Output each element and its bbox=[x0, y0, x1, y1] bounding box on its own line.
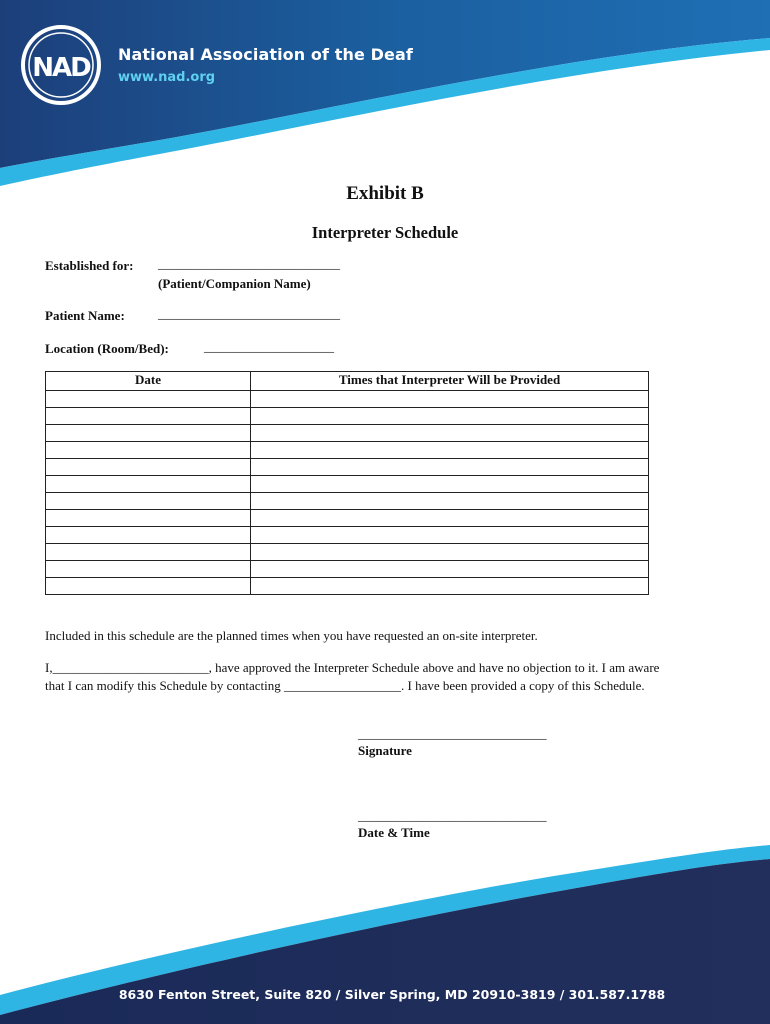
date-cell[interactable] bbox=[46, 391, 251, 408]
table-row bbox=[46, 493, 649, 510]
table-row bbox=[46, 510, 649, 527]
svg-text:NAD: NAD bbox=[32, 53, 90, 83]
table-row bbox=[46, 561, 649, 578]
table-header-row bbox=[46, 372, 649, 391]
date-cell[interactable] bbox=[46, 459, 251, 476]
date-cell[interactable] bbox=[46, 442, 251, 459]
established-label: Established for: bbox=[45, 258, 134, 273]
org-url[interactable]: www.nad.org bbox=[118, 70, 216, 85]
table-row bbox=[46, 476, 649, 493]
table-row bbox=[46, 442, 649, 459]
times-cell[interactable] bbox=[251, 561, 649, 578]
date-cell[interactable] bbox=[46, 510, 251, 527]
approval-line-2: that I can modify this Schedule by contacting __________________. I have been provided a copy of this Schedule. bbox=[45, 678, 645, 693]
table-row bbox=[46, 544, 649, 561]
times-cell[interactable] bbox=[251, 493, 649, 510]
page-subtitle: Interpreter Schedule bbox=[311, 223, 459, 242]
org-name: National Association of the Deaf bbox=[118, 45, 413, 64]
date-cell[interactable] bbox=[46, 476, 251, 493]
times-cell[interactable] bbox=[251, 578, 649, 595]
table-row bbox=[46, 425, 649, 442]
times-cell[interactable] bbox=[251, 476, 649, 493]
established-blank[interactable]: ____________________________ bbox=[158, 256, 340, 271]
times-cell[interactable] bbox=[251, 544, 649, 561]
datetime-blank[interactable]: _____________________________ bbox=[358, 808, 547, 823]
included-text: Included in this schedule are the planned times when you have requested an on-site interpreter. bbox=[45, 628, 538, 643]
times-cell[interactable] bbox=[251, 527, 649, 544]
signature-label: Signature bbox=[358, 743, 412, 758]
date-cell[interactable] bbox=[46, 561, 251, 578]
times-cell[interactable] bbox=[251, 459, 649, 476]
table-row bbox=[46, 459, 649, 476]
times-cell[interactable] bbox=[251, 510, 649, 527]
patient-name-blank[interactable]: ____________________________ bbox=[158, 306, 340, 321]
established-caption: (Patient/Companion Name) bbox=[158, 276, 311, 291]
nad-logo bbox=[20, 24, 102, 106]
column-header-date: Date bbox=[46, 372, 251, 391]
header-banner bbox=[0, 0, 770, 200]
date-cell[interactable] bbox=[46, 544, 251, 561]
table-row bbox=[46, 391, 649, 408]
column-header-times: Times that Interpreter Will be Provided bbox=[251, 372, 649, 391]
table-row bbox=[46, 578, 649, 595]
location-label: Location (Room/Bed): bbox=[45, 341, 169, 356]
table-row bbox=[46, 408, 649, 425]
patient-name-label: Patient Name: bbox=[45, 308, 125, 323]
times-cell[interactable] bbox=[251, 408, 649, 425]
table-row bbox=[46, 527, 649, 544]
signature-blank[interactable]: _____________________________ bbox=[358, 726, 547, 741]
approval-line-1: I,________________________, have approved the Interpreter Schedule above and have no objection to it. I am aware bbox=[45, 660, 660, 675]
location-blank[interactable]: ____________________ bbox=[204, 339, 334, 354]
times-cell[interactable] bbox=[251, 425, 649, 442]
datetime-label: Date & Time bbox=[358, 825, 430, 840]
footer-address: 8630 Fenton Street, Suite 820 / Silver Spring, MD 20910-3819 / 301.587.1788 bbox=[118, 987, 666, 1002]
date-cell[interactable] bbox=[46, 578, 251, 595]
date-cell[interactable] bbox=[46, 493, 251, 510]
times-cell[interactable] bbox=[251, 442, 649, 459]
date-cell[interactable] bbox=[46, 408, 251, 425]
date-cell[interactable] bbox=[46, 425, 251, 442]
date-cell[interactable] bbox=[46, 527, 251, 544]
times-cell[interactable] bbox=[251, 391, 649, 408]
page-title: Exhibit B bbox=[346, 183, 424, 204]
schedule-table bbox=[45, 371, 649, 595]
